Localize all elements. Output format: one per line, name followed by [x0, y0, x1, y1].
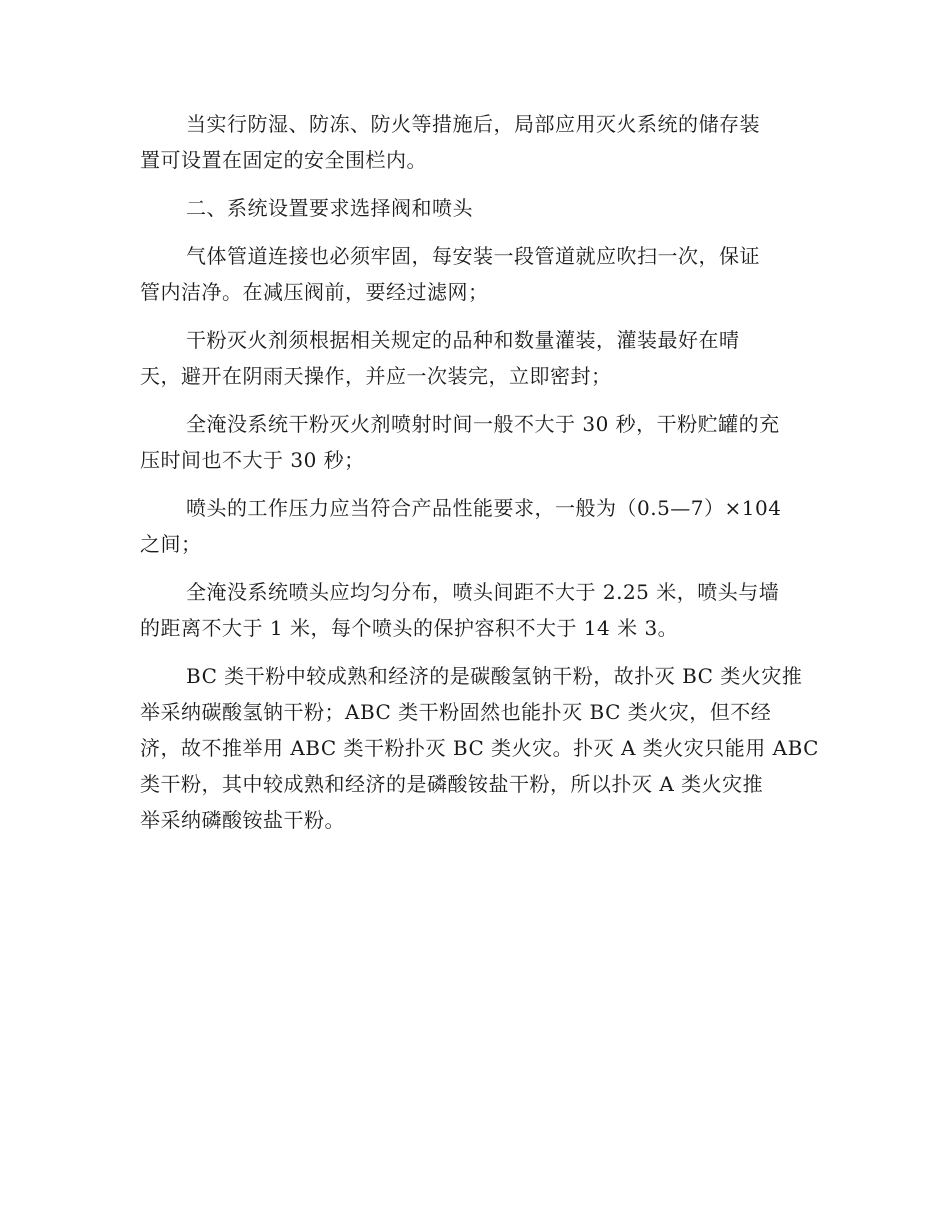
paragraph-line: 济，故不推举用 ABC 类干粉扑灭 BC 类火灾。扑灭 A 类火灾只能用 ABC	[140, 736, 819, 760]
paragraph-line: 的距离不大于 1 米，每个喷头的保护容积不大于 14 米 3。	[140, 616, 679, 640]
paragraph-line: 全淹没系统喷头应均匀分布，喷头间距不大于 2.25 米，喷头与墙	[186, 580, 780, 604]
paragraph	[140, 574, 812, 646]
paragraph-line: 当实行防湿、防冻、防火等措施后，局部应用灭火系统的储存装	[186, 112, 760, 136]
paragraph-line: 气体管道连接也必须牢固，每安装一段管道就应吹扫一次，保证	[186, 244, 760, 268]
paragraph-line: 干粉灭火剂须根据相关规定的品种和数量灌装，灌装最好在晴	[186, 328, 740, 352]
paragraph	[140, 490, 812, 562]
paragraph	[140, 106, 812, 178]
document-body	[140, 106, 819, 850]
paragraph-line: 喷头的工作压力应当符合产品性能要求，一般为（0.5—7）×104	[186, 496, 782, 520]
paragraph	[140, 406, 812, 478]
section-heading-text: 二、系统设置要求选择阀和喷头	[186, 196, 473, 220]
paragraph-line: 举采纳碳酸氢钠干粉；ABC 类干粉固然也能扑灭 BC 类火灾，但不经	[140, 700, 772, 724]
paragraph-line: 举采纳磷酸铵盐干粉。	[140, 808, 345, 832]
paragraph-line: 之间；	[140, 532, 202, 556]
paragraph-line: 管内洁净。在减压阀前，要经过滤网；	[140, 280, 489, 304]
paragraph-line: 置可设置在固定的安全围栏内。	[140, 148, 427, 172]
paragraph-line: 全淹没系统干粉灭火剂喷射时间一般不大于 30 秒，干粉贮罐的充	[186, 412, 780, 436]
paragraph	[140, 658, 819, 838]
paragraph	[140, 238, 812, 310]
paragraph-line: BC 类干粉中较成熟和经济的是碳酸氢钠干粉，故扑灭 BC 类火灾推	[186, 664, 803, 688]
paragraph-line: 天，避开在阴雨天操作，并应一次装完，立即密封；	[140, 364, 612, 388]
paragraph-line: 压时间也不大于 30 秒；	[140, 448, 365, 472]
paragraph	[140, 322, 812, 394]
paragraph-line: 类干粉，其中较成熟和经济的是磷酸铵盐干粉，所以扑灭 A 类火灾推	[140, 772, 764, 796]
section-heading	[140, 190, 812, 226]
